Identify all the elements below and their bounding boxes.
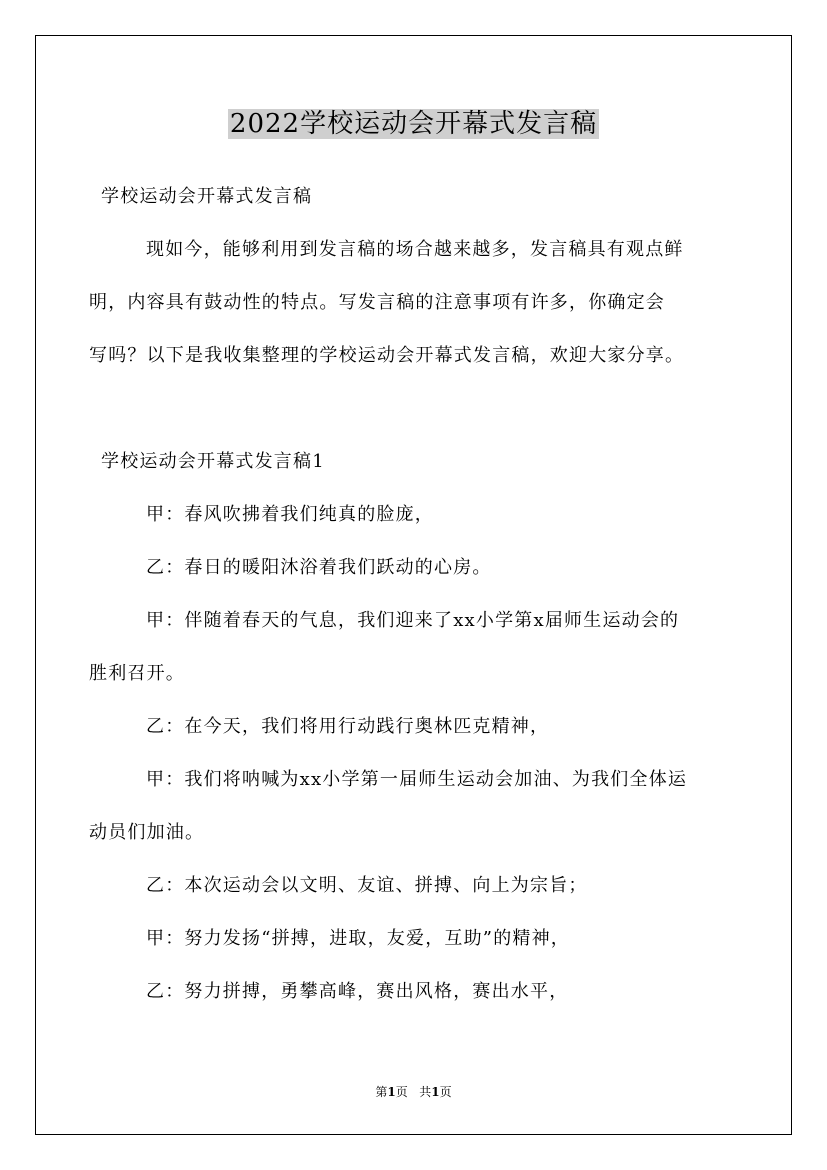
page-footer — [0, 1084, 827, 1100]
document-title — [0, 102, 827, 146]
speech-line: 乙：春日的暖阳沐浴着我们跃动的心房。 — [146, 557, 492, 578]
speech-line: 乙：在今天，我们将用行动践行奥林匹克精神， — [146, 716, 550, 737]
document-title-text: 2022学校运动会开幕式发言稿 — [229, 109, 598, 139]
total-suffix: 页 — [439, 1085, 452, 1099]
intro-line-2: 明，内容具有鼓动性的特点。写发言稿的注意事项有许多，你确定会 — [89, 292, 665, 313]
page-suffix: 页 — [395, 1085, 408, 1099]
speech-line: 甲：我们将呐喊为xx小学第一届师生运动会加油、为我们全体运 — [146, 769, 688, 790]
page-prefix: 第 — [375, 1085, 388, 1099]
total-prefix: 共 — [419, 1085, 432, 1099]
total-pages: 1 — [431, 1085, 440, 1099]
speech-line-continued: 胜利召开。 — [89, 663, 185, 684]
section-heading: 学校运动会开幕式发言稿1 — [101, 451, 325, 472]
speech-line: 甲：伴随着春天的气息，我们迎来了xx小学第x届师生运动会的 — [146, 610, 680, 631]
intro-line-1: 现如今，能够利用到发言稿的场合越来越多，发言稿具有观点鲜 — [146, 239, 684, 260]
speech-line: 乙：努力拼搏，勇攀高峰，赛出风格，赛出水平， — [146, 981, 569, 1002]
intro-line-3: 写吗？以下是我收集整理的学校运动会开幕式发言稿，欢迎大家分享。 — [89, 345, 685, 366]
subtitle: 学校运动会开幕式发言稿 — [101, 186, 313, 207]
paragraph-gap — [101, 382, 741, 435]
speech-line: 甲：努力发扬“拼搏，进取，友爱，互助”的精神， — [146, 928, 571, 949]
document-body — [89, 170, 741, 1018]
speech-line: 乙：本次运动会以文明、友谊、拼搏、向上为宗旨； — [146, 875, 588, 896]
speech-line-continued: 动员们加油。 — [89, 822, 205, 843]
page-number: 1 — [387, 1085, 396, 1099]
speech-line: 甲：春风吹拂着我们纯真的脸庞， — [146, 504, 434, 525]
